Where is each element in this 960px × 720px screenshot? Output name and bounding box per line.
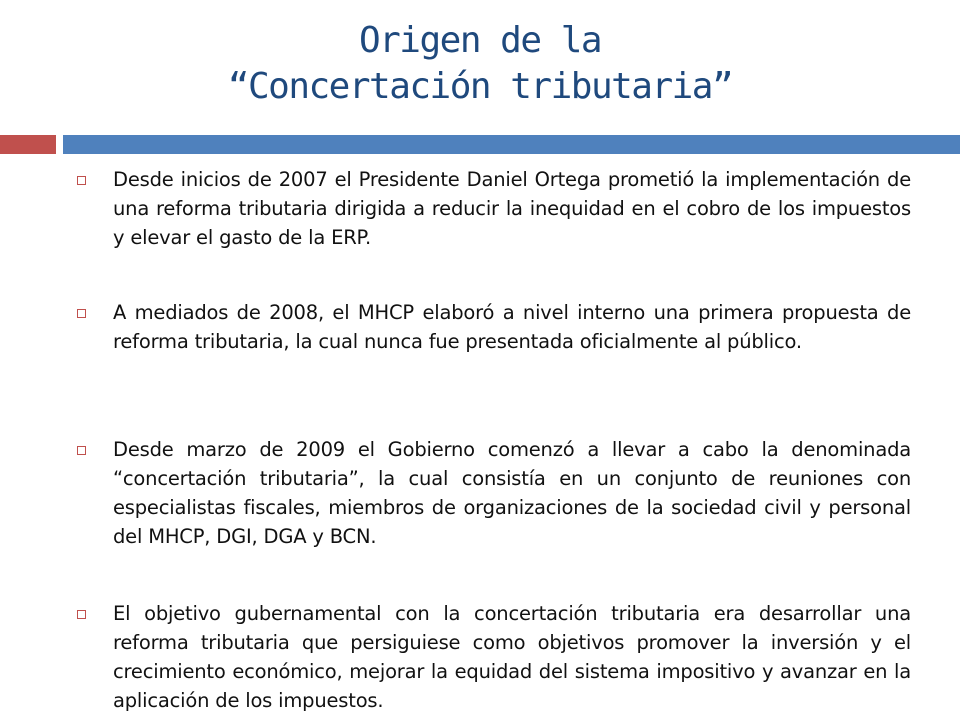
- hollow-square-bullet-icon: [77, 446, 86, 455]
- slide-title: [0, 18, 960, 110]
- hollow-square-bullet-icon: [77, 309, 86, 318]
- hollow-square-bullet-icon: [77, 610, 86, 619]
- bullet-text: Desde inicios de 2007 el Presidente Daniel Ortega prometió la implementación de una reforma tributaria dirigida a reducir la inequidad en el cobro de los impuestos y elevar el gasto de la ERP.: [113, 168, 911, 249]
- bullet-text: El objetivo gubernamental con la concertación tributaria era desarrollar una reforma tributaria que persiguiese como objetivos promover la inversión y el crecimiento económico, mejorar la equidad del sistema impositivo y avanzar en la aplicación de los impuestos.: [113, 602, 911, 712]
- hollow-square-bullet-icon: [77, 176, 86, 185]
- slide-title-line-1: Origen de la: [358, 20, 602, 61]
- bullet-text: A mediados de 2008, el MHCP elaboró a nivel interno una primera propuesta de reforma tributaria, la cual nunca fue presentada oficialmente al público.: [113, 301, 911, 353]
- title-divider-red-segment: [0, 135, 56, 154]
- title-divider-blue-segment: [63, 135, 960, 154]
- bullet-text: Desde marzo de 2009 el Gobierno comenzó a llevar a cabo la denominada “concertación tributaria”, la cual consistía en un conjunto de reuniones con especialistas fiscales, miembros de organizaciones de la sociedad civil y personal del MHCP, DGI, DGA y BCN.: [113, 438, 911, 548]
- slide-title-line-2: “Concertación tributaria”: [227, 66, 733, 107]
